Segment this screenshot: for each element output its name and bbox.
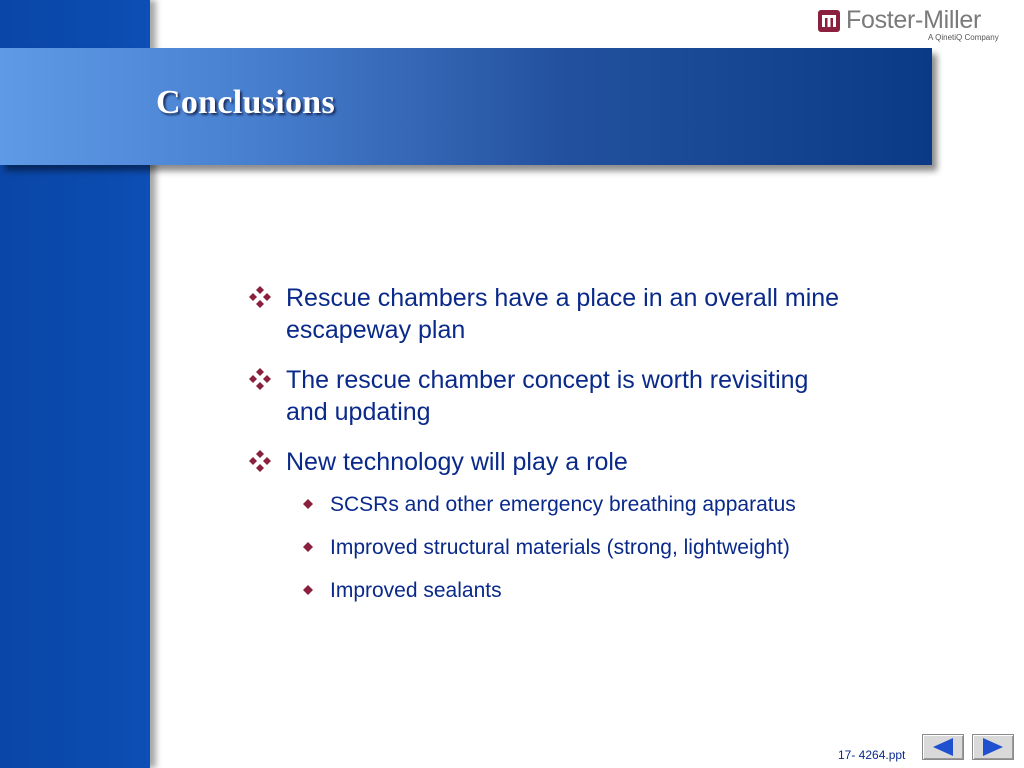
diamond-bullet-icon xyxy=(248,367,272,391)
sub-bullet-text: Improved structural materials (strong, lightweight) xyxy=(330,536,790,559)
bullet-text: The rescue chamber concept is worth revisiting and updating xyxy=(286,366,809,426)
bullet-text: Rescue chambers have a place in an overall mine escapeway plan xyxy=(286,284,840,344)
small-diamond-bullet-icon xyxy=(302,541,314,553)
bullet-text: New technology will play a role xyxy=(286,448,628,476)
logo-tagline: A QinetiQ Company xyxy=(928,33,999,42)
company-logo xyxy=(818,6,1018,44)
slide-file-reference: 17- 4264.ppt xyxy=(838,748,906,762)
sub-bullet-text: SCSRs and other emergency breathing apparatus xyxy=(330,493,796,516)
small-diamond-bullet-icon xyxy=(302,584,314,596)
sub-bullet-list xyxy=(248,492,928,603)
sub-bullet-item xyxy=(248,578,928,603)
sub-bullet-item xyxy=(248,535,928,560)
diamond-bullet-icon xyxy=(248,449,272,473)
diamond-bullet-icon xyxy=(248,285,272,309)
bullet-item xyxy=(248,446,928,478)
left-arrow-icon xyxy=(923,735,963,759)
small-diamond-bullet-icon xyxy=(302,498,314,510)
bullet-item xyxy=(248,282,928,346)
logo-mark-icon xyxy=(818,10,840,32)
title-banner xyxy=(0,48,932,165)
sub-bullet-item xyxy=(248,492,928,517)
bullet-item xyxy=(248,364,928,428)
logo-name: Foster-Miller xyxy=(846,6,981,34)
previous-slide-button[interactable] xyxy=(922,734,964,760)
slide-title: Conclusions xyxy=(156,84,336,121)
bullet-list xyxy=(248,282,928,621)
sub-bullet-text: Improved sealants xyxy=(330,579,502,602)
right-arrow-icon xyxy=(973,735,1013,759)
next-slide-button[interactable] xyxy=(972,734,1014,760)
